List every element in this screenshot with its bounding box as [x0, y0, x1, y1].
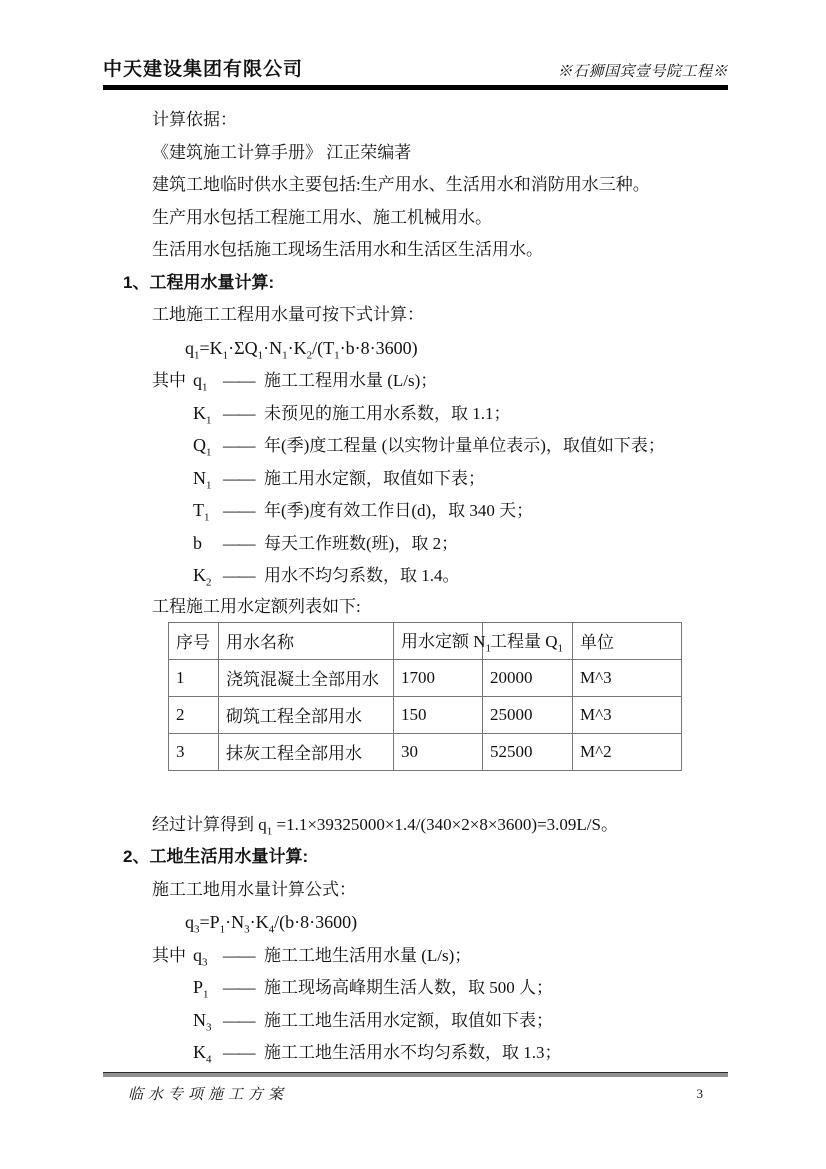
- definition-row: [103, 429, 728, 462]
- definition-text: 每天工作班数(班)，取 2；: [264, 533, 459, 553]
- page-footer: [103, 1072, 728, 1104]
- table-cell: 30: [394, 733, 483, 770]
- table-header-cell: 单位: [573, 622, 682, 659]
- paragraph: 《建筑施工计算手册》 江正荣编著: [152, 142, 412, 162]
- definition-row: [103, 527, 728, 560]
- formula-q3: $q_3=P_1\cdot N_3\cdot K_4/(b\cdot 8\cdot 3600)$: [185, 912, 358, 936]
- definition-row: [103, 397, 728, 430]
- definition-text: 施工工地生活用水不均匀系数，取 1.3；: [264, 1043, 562, 1062]
- table-cell: 1700: [394, 659, 483, 696]
- definition-dash: ——: [223, 945, 254, 965]
- table-cell: M^3: [573, 659, 682, 696]
- definition-dash: ——: [223, 566, 254, 585]
- definition-text: 用水不均匀系数，取 1.4。: [264, 566, 460, 585]
- table-header-cell: 用水名称: [219, 622, 394, 659]
- table-cell: 150: [394, 696, 483, 733]
- definition-row: [103, 559, 728, 592]
- formula-q1: $q_1=K_1\cdot\Sigma Q_1\cdot N_1\cdot K_2/(T_1\cdot b\cdot 8\cdot 3600)$: [185, 337, 418, 362]
- definition-text: 施工现场高峰期生活人数，取 500 人；: [264, 978, 553, 997]
- section-1-definitions: [103, 364, 728, 592]
- definition-symbol: $N_1$: [193, 467, 212, 492]
- definition-row: [103, 1004, 728, 1037]
- definition-text: 年(季)度工程量 (以实物计量单位表示)，取值如下表；: [264, 436, 665, 455]
- footer-title: 临水专项施工方案: [128, 1087, 289, 1103]
- definition-symbol: $q_1$: [193, 370, 208, 394]
- definition-row: [103, 1036, 728, 1069]
- definition-dash: ——: [223, 1010, 254, 1030]
- table-cell: M^2: [573, 733, 682, 770]
- water-quota-table: [168, 622, 682, 771]
- page-header: [103, 0, 728, 81]
- table-cell: 砌筑工程全部用水: [219, 696, 394, 733]
- definition-dash: ——: [223, 468, 254, 488]
- definition-dash: ——: [223, 533, 254, 553]
- table-cell: 1: [169, 659, 219, 696]
- definition-symbol: $K_1$: [193, 402, 212, 427]
- definition-row: [103, 462, 728, 495]
- water-quota-table-wrap: [168, 622, 728, 771]
- company-name: 中天建设集团有限公司: [103, 59, 304, 80]
- table-cell: M^3: [573, 696, 682, 733]
- definition-dash: ——: [223, 436, 254, 455]
- definition-text: 施工工地生活用水定额，取值如下表；: [264, 1010, 553, 1030]
- definition-row: [103, 364, 728, 397]
- definition-row: [103, 939, 728, 972]
- table-row: [169, 659, 682, 696]
- table-cell: 3: [169, 733, 219, 770]
- definition-symbol: $T_1$: [193, 500, 210, 524]
- page-number: 3: [696, 1086, 703, 1101]
- definition-symbol: $Q_1$: [193, 435, 212, 459]
- calc-result-expression: =1.1×39325000×1.4/(340×2×8×3600)=3.09L/S。: [272, 814, 618, 834]
- definition-symbol: $K_4$: [193, 1042, 212, 1066]
- definition-symbol: b: [193, 532, 202, 553]
- project-name: ※石狮国宾壹号院工程※: [557, 64, 728, 80]
- paragraph: 生产用水包括工程施工用水、施工机械用水。: [152, 207, 492, 227]
- definition-text: 年(季)度有效工作日(d)，取 340 天；: [264, 501, 534, 520]
- table-cell: 抹灰工程全部用水: [219, 733, 394, 770]
- calc-result-q1: [103, 809, 728, 842]
- document-body: [103, 90, 728, 1069]
- definition-prefix: 其中: [152, 945, 186, 965]
- paragraph: 生活用水包括施工现场生活用水和生活区生活用水。: [152, 240, 543, 259]
- table-cell: 20000: [483, 659, 573, 696]
- definition-dash: ——: [223, 403, 254, 423]
- table-header-cell: 序号: [169, 622, 219, 659]
- table-intro: 工程施工用水定额列表如下:: [152, 596, 361, 616]
- definition-symbol: $P_1$: [193, 977, 209, 1001]
- definition-row: [103, 971, 728, 1004]
- section-2-lead: 施工工地用水量计算公式：: [152, 879, 356, 899]
- definition-dash: ——: [223, 501, 254, 520]
- section-1-lead: 工地施工工程用水量可按下式计算：: [152, 305, 424, 324]
- table-header-row: [169, 622, 682, 659]
- section-2-definitions: [103, 939, 728, 1069]
- table-header-cell: 工程量 $Q_1$: [483, 622, 573, 659]
- definition-text: 未预见的施工用水系数，取 1.1；: [264, 403, 511, 423]
- definition-symbol: $q_3$: [193, 944, 208, 969]
- definition-row: [103, 494, 728, 527]
- definition-symbol: $N_3$: [193, 1009, 212, 1034]
- definition-symbol: $K_2$: [193, 565, 212, 589]
- table-row: [169, 733, 682, 770]
- table-row: [169, 696, 682, 733]
- definition-text: 施工工程用水量 (L/s)；: [264, 371, 438, 390]
- table-cell: 浇筑混凝土全部用水: [219, 659, 394, 696]
- table-cell: 2: [169, 696, 219, 733]
- paragraph: 计算依据：: [152, 110, 237, 129]
- calc-result-subscript: 1: [266, 824, 273, 837]
- paragraph: 建筑工地临时供水主要包括:生产用水、生活用水和消防用水三种。: [152, 175, 650, 194]
- section-1-heading: 1、工程用水量计算:: [123, 272, 275, 292]
- definition-dash: ——: [223, 371, 254, 390]
- intro-paragraphs: [103, 104, 728, 267]
- table-cell: 25000: [483, 696, 573, 733]
- section-2-heading: 2、工地生活用水量计算:: [123, 847, 309, 866]
- definition-dash: ——: [223, 978, 254, 997]
- definition-dash: ——: [223, 1043, 254, 1062]
- table-header-cell: 用水定额 $N_1$: [394, 622, 483, 659]
- calc-result-symbol: q: [258, 814, 267, 834]
- definition-text: 施工工地生活用水量 (L/s)；: [264, 945, 472, 965]
- definition-prefix: 其中: [152, 371, 186, 390]
- table-cell: 52500: [483, 733, 573, 770]
- calc-result-pre: 经过计算得到: [152, 814, 259, 834]
- definition-text: 施工用水定额，取值如下表；: [264, 468, 485, 488]
